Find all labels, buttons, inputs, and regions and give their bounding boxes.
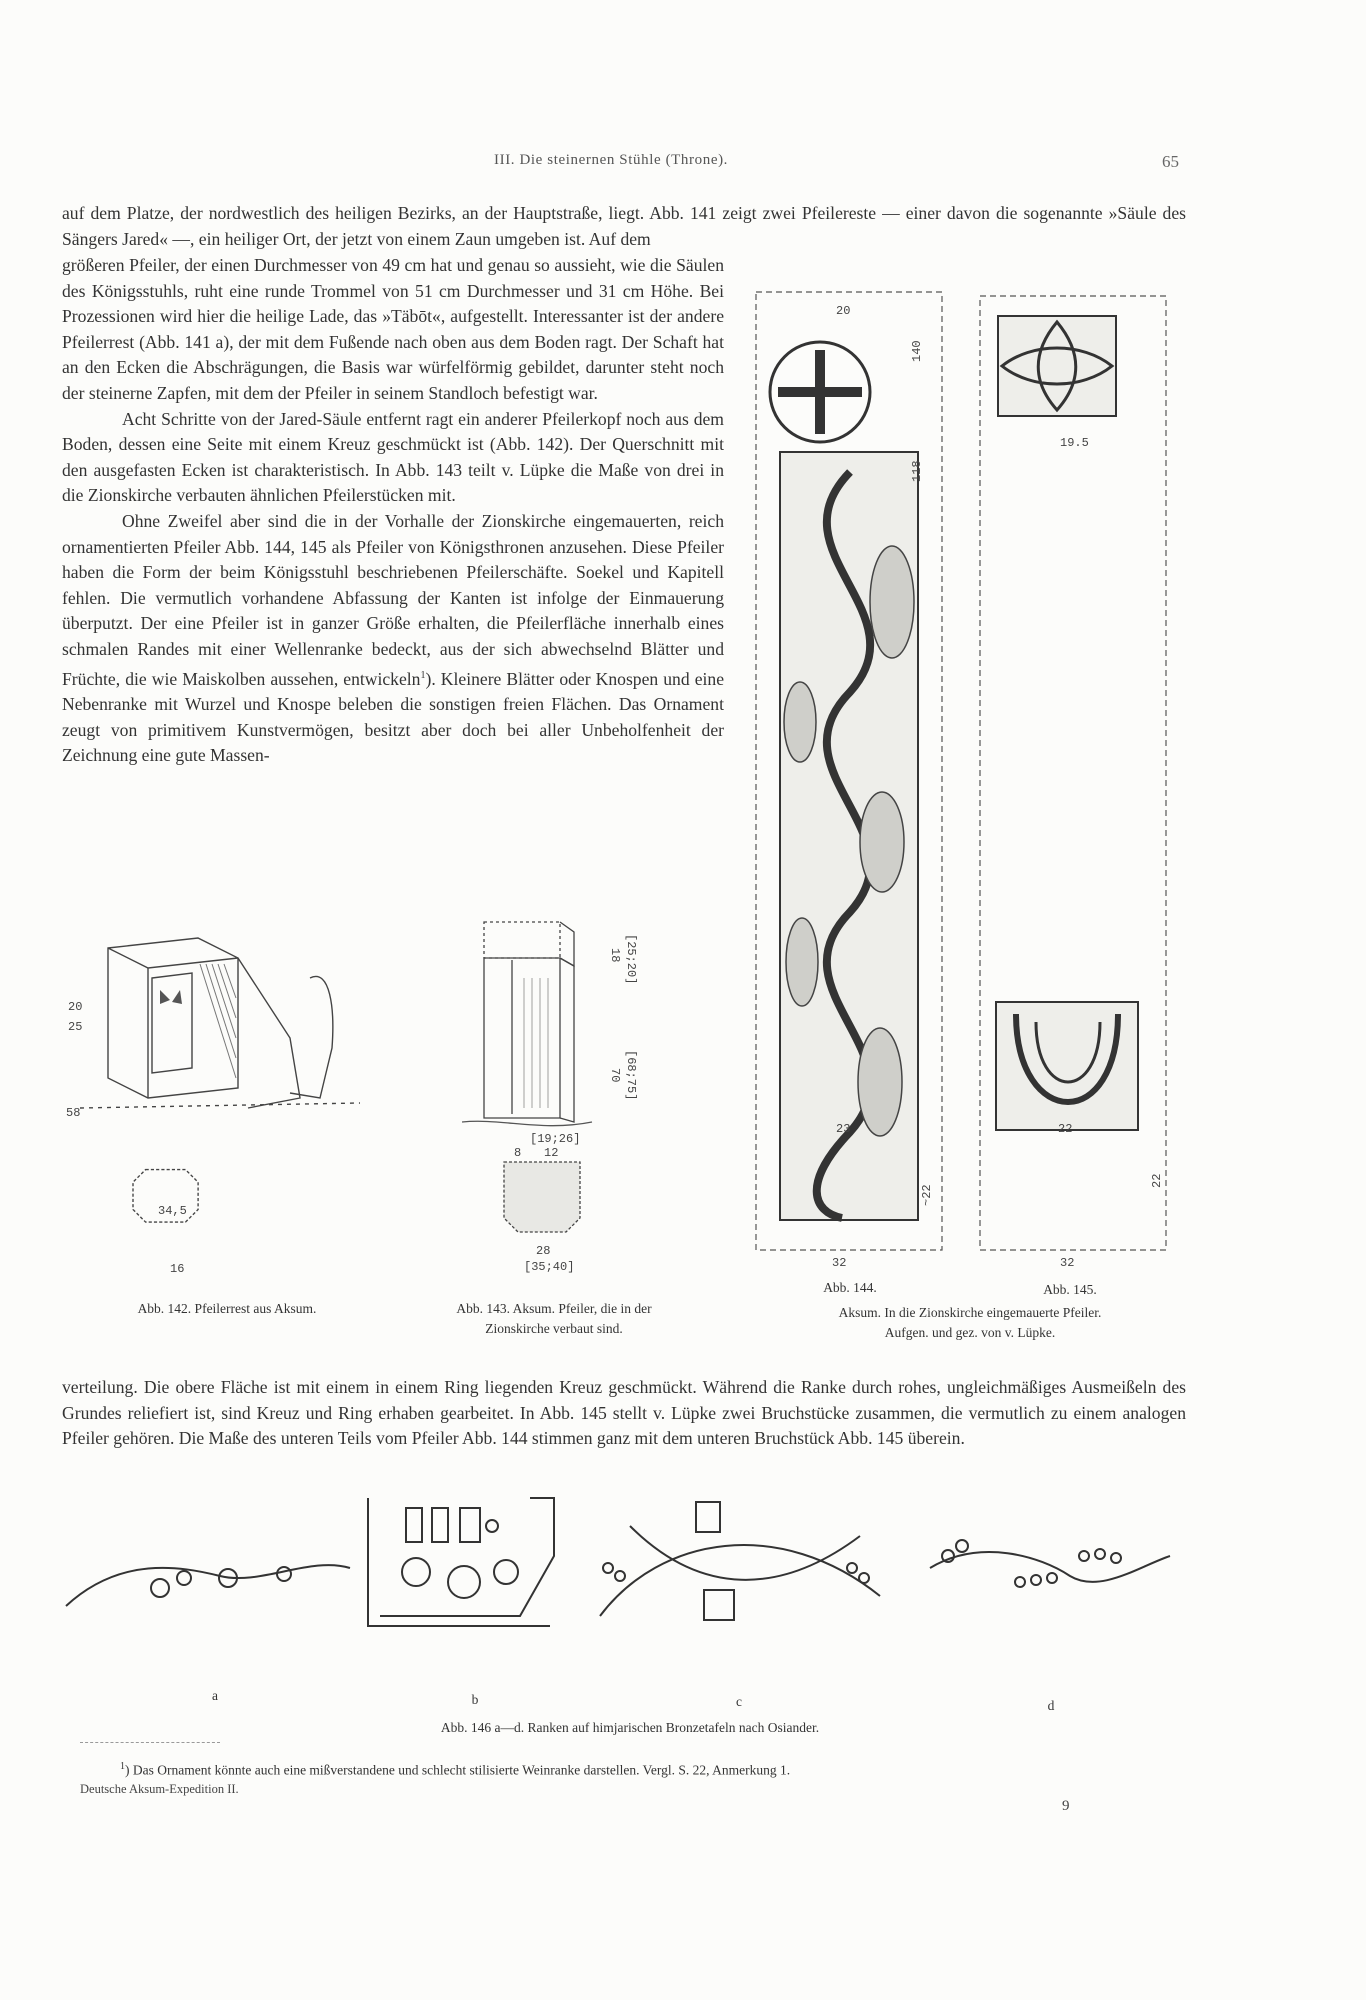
dim-143-28: 28	[536, 1244, 551, 1258]
footnote-mark: 1	[120, 1761, 125, 1772]
caption-144-145	[760, 1303, 1180, 1343]
figure-144-drawing	[752, 282, 952, 1272]
figure-144	[752, 282, 952, 1272]
ornament-d	[930, 1540, 1170, 1587]
footnote-rule	[80, 1742, 220, 1743]
figure-146	[60, 1496, 1190, 1636]
caption-144-145-line1: Aksum. In die Zionskirche eingemauerte Pfeiler.	[838, 1305, 1102, 1320]
dim-142-20: 20	[68, 1000, 83, 1014]
ornament-b	[368, 1498, 554, 1626]
dim-143-18: 18	[608, 948, 622, 963]
label-146-a: a	[212, 1688, 218, 1703]
paragraph-1: größeren Pfeiler, der einen Durchmesser von 49 cm hat und genau so aussieht, wie die Säulen des Königsstuhls, ruht eine runde Trommel von 51 cm Durchmesser und 31 cm Höhe. Bei Prozessionen wird hier die heilige Lade, das »Täbōt«, aufgestellt. Interessanter ist der andere Pfeilerrest (Abb. 141 a), der mit dem Fußende nach oben aus dem Boden ragt. Der Schaft hat an den Ecken die Abschrägungen, die Basis war würfelförmig gebildet, darunter steht noch der steinerne Zapfen, mit dem der Pfeiler in seinem Standloch befestigt war.	[62, 255, 724, 403]
running-header	[0, 152, 1366, 174]
caption-143-line1: Abb. 143. Aksum. Pfeiler, die in der	[456, 1301, 652, 1316]
caption-144-145-line2: Aufgen. und gez. von v. Lüpke.	[884, 1325, 1056, 1340]
dim-144-118: 118	[910, 460, 924, 482]
dim-142-345: 34,5	[158, 1204, 187, 1218]
figure-142-drawing	[60, 918, 380, 1278]
dim-145-32: 32	[1060, 1256, 1075, 1270]
dim-142-58: 58	[66, 1106, 81, 1120]
sheet-signature: 9	[1062, 1798, 1070, 1814]
paragraph-top	[62, 201, 1186, 252]
paragraph-4-text: verteilung. Die obere Fläche ist mit einem in einem Ring liegenden Kreuz geschmückt. Während die Ranke durch rohes, ungleichmäßiges Ausmeißeln des Grundes reliefiert ist, sind Kreuz und Ring erhaben gearbeitet. In Abb. 145 stellt v. Lüpke zwei Bruchstücke zusammen, die vermutlich zu einem analogen Pfeiler gehören. Die Maße des unteren Teils vom Pfeiler Abb. 144 stimmen ganz mit dem unteren Bruchstück Abb. 145 überein.	[62, 1377, 1186, 1449]
dim-144-20: 20	[836, 304, 851, 318]
ornament-a	[66, 1565, 350, 1606]
paragraph-top-text: auf dem Platze, der nordwestlich des heiligen Bezirks, an der Hauptstraße, liegt. Abb. 141 zeigt zwei Pfeilereste — einer davon die sogenannte »Säule des Sängers Jared« —, ein heiliger Ort, der jetzt von einem Zaun umgeben ist. Auf dem	[62, 203, 1186, 249]
caption-143	[408, 1299, 700, 1339]
dim-142-25: 25	[68, 1020, 83, 1034]
footer-publication: Deutsche Aksum-Expedition II.	[80, 1782, 239, 1796]
figure-146-drawing	[60, 1496, 1190, 1636]
dim-143-35-40: [35;40]	[524, 1260, 575, 1274]
label-146-d: d	[1047, 1698, 1055, 1713]
dim-143-12: 12	[544, 1146, 559, 1160]
dim-143-8: 8	[514, 1146, 522, 1160]
paragraph-3-part-a: Ohne Zweifel aber sind die in der Vorhalle der Zionskirche eingemauerten, reich ornamentierten Pfeiler Abb. 144, 145 als Pfeiler von Königsthronen anzusehen. Diese Pfeiler haben die Form der beim Königsstuhl beschriebenen Pfeilerschäfte. Soekel und Kapitell fehlen. Die vermutlich vorhandene Abfassung der Kanten ist infolge der Einmauerung überputzt. Der eine Pfeiler ist in ganzer Größe erhalten, die Pfeilerfläche innerhalb eines schmalen Randes mit einer Wellenranke bedeckt, aus der sich abwechselnd Blätter und Früchte, die wie Maiskolben aussehen, entwickeln	[62, 510, 724, 689]
dim-145-19-5: 19.5	[1060, 436, 1089, 450]
dim-144-140: 140	[910, 340, 924, 362]
caption-142: Abb. 142. Pfeilerrest aus Aksum.	[137, 1301, 317, 1316]
caption-143-line2: Zionskirche verbaut sind.	[485, 1321, 623, 1336]
dim-144-23: 23	[836, 1122, 851, 1136]
footnote-text: ) Das Ornament könnte auch eine mißverstandene und schlecht stilisierte Weinranke darstellen. Vergl. S. 22, Anmerkung 1.	[125, 1762, 791, 1778]
dim-145-22-top: 22	[1058, 1122, 1073, 1136]
footnote-ref: 1	[420, 669, 426, 681]
ornament-c	[600, 1502, 880, 1620]
dim-143-25-20: [25;20]	[624, 934, 638, 985]
figure-145-drawing	[972, 282, 1172, 1272]
paragraph-2: Acht Schritte von der Jared-Säule entfernt ragt ein anderer Pfeilerkopf noch aus dem Boden, dessen eine Seite mit einem Kreuz geschmückt ist (Abb. 142). Der Querschnitt mit den ausgefasten Ecken ist charakteristisch. In Abb. 143 teilt v. Lüpke die Maße von drei in die Zionskirche verbauten ähnlichen Pfeilerstücken mit.	[62, 408, 724, 506]
figure-142	[60, 918, 380, 1278]
label-146-c: c	[736, 1694, 742, 1709]
footnote	[120, 1758, 1080, 1780]
figure-145	[972, 282, 1172, 1272]
figure-143-drawing	[462, 918, 662, 1278]
label-145: Abb. 145.	[1043, 1282, 1097, 1297]
running-title: III. Die steinernen Stühle (Throne).	[494, 152, 729, 168]
dim-142-16: 16	[170, 1262, 185, 1276]
caption-146: Abb. 146 a—d. Ranken auf himjarischen Bronzetafeln nach Osiander.	[440, 1720, 820, 1735]
paragraph-3	[62, 509, 724, 769]
label-146-b: b	[471, 1692, 479, 1707]
dim-143-68-75: [68;75]	[624, 1050, 638, 1101]
page-number: 65	[1162, 152, 1179, 171]
dim-145-22-side: 22	[1150, 1173, 1164, 1188]
figure-143	[462, 918, 662, 1278]
label-144: Abb. 144.	[823, 1280, 877, 1295]
paragraph-4	[62, 1375, 1186, 1452]
paragraph-3-part-b: ). Kleinere Blätter oder Knospen und eine Nebenranke mit Wurzel und Knospe beleben die sonstigen freien Flächen. Das Ornament zeugt von primitivem Kunstvermögen, besitzt aber doch bei aller Unbeholfenheit der Zeichnung eine gute Massen-	[62, 668, 725, 766]
dim-143-19-26: [19;26]	[530, 1132, 581, 1146]
left-column-text	[62, 253, 724, 769]
dim-144-32: 32	[832, 1256, 847, 1270]
dim-143-70: 70	[608, 1068, 622, 1083]
dim-144-22: ~22	[920, 1184, 934, 1206]
